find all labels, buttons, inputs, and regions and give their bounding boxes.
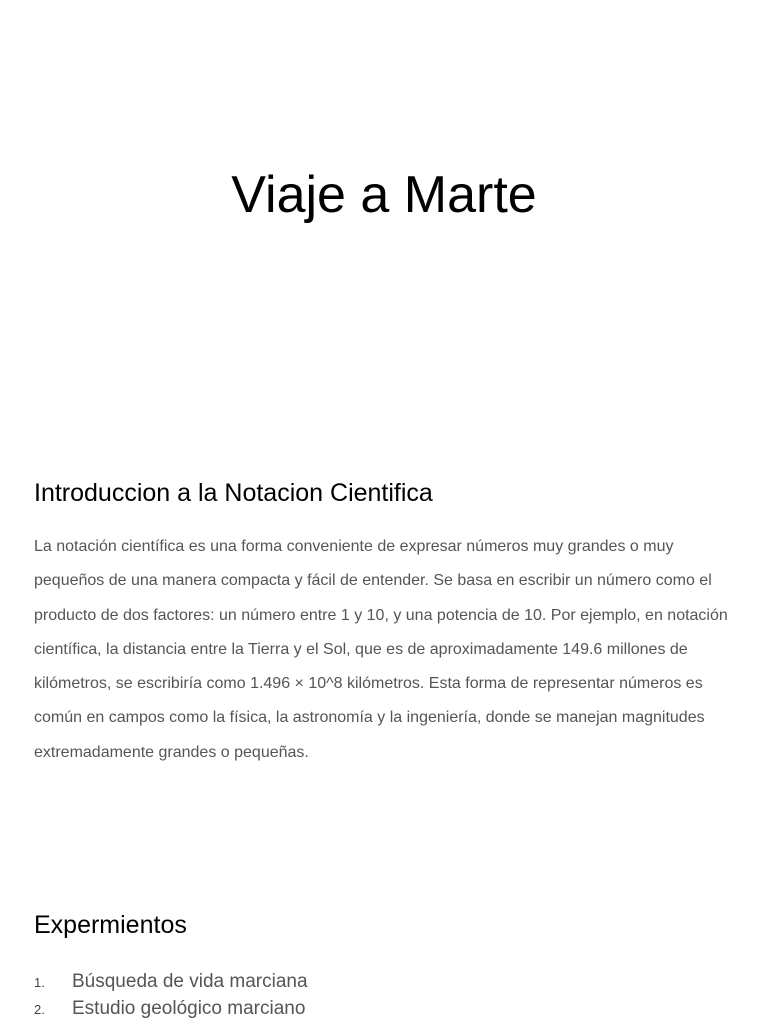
experiment-item bbox=[34, 995, 734, 1022]
experiment-number: 1. bbox=[34, 975, 45, 990]
intro-paragraph: La notación científica es una forma conveniente de expresar números muy grandes o muy pequeños de una manera compacta y fácil de entender. Se basa en escribir un número como el producto de dos factores: un número entre 1 y 10, y una potencia de 10. Por ejemplo, en notación científica, la distancia entre la Tierra y el Sol, que es de aproximadamente 149.6 millones de kilómetros, se escribiría como 1.496 × 10^8 kilómetros. Esta forma de representar números es común en campos como la física, la astronomía y la ingeniería, donde se manejan magnitudes extremadamente grandes o pequeñas. bbox=[34, 538, 728, 761]
experiment-label: Búsqueda de vida marciana bbox=[72, 971, 308, 992]
experiment-item bbox=[34, 968, 734, 995]
intro-heading: Introduccion a la Notacion Cientifica bbox=[34, 479, 433, 507]
experiments-heading: Expermientos bbox=[34, 911, 187, 939]
page-title: Viaje a Marte bbox=[231, 166, 537, 224]
experiments-list bbox=[34, 968, 734, 1022]
experiment-number: 2. bbox=[34, 1002, 45, 1017]
experiment-label: Estudio geológico marciano bbox=[72, 998, 306, 1019]
